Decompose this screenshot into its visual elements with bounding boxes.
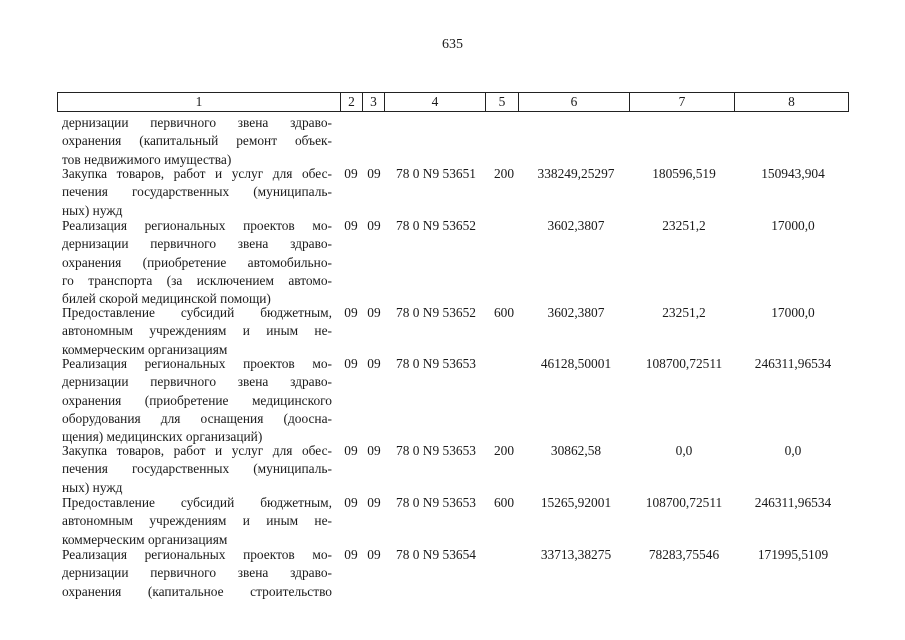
column-header-2: 2 (341, 93, 363, 112)
description-line: билей скорой медицинской помощи) (62, 291, 271, 307)
amount-col-7: 0,0 (675, 443, 693, 458)
section-code: 09 (344, 443, 358, 458)
description-line: Реализация региональных проектов мо- (62, 356, 332, 371)
expense-type-code: 200 (493, 443, 515, 458)
amount-col-6: 46128,50001 (540, 356, 612, 371)
row-description (62, 442, 332, 497)
target-article-code: 78 0 N9 53652 (396, 218, 476, 233)
description-line: охранения (капитальный ремонт объек- (62, 133, 332, 149)
row-description (62, 217, 332, 308)
column-header-8: 8 (735, 93, 849, 112)
column-header-3: 3 (363, 93, 385, 112)
subsection-code: 09 (367, 495, 381, 510)
amount-col-6: 33713,38275 (540, 547, 612, 562)
section-code: 09 (344, 166, 358, 181)
section-code: 09 (344, 305, 358, 320)
row-description (62, 114, 332, 169)
subsection-code: 09 (367, 443, 381, 458)
description-line: печения государственных (муниципаль- (62, 184, 332, 200)
description-line: го транспорта (за исключением автомо- (62, 272, 332, 288)
amount-col-8: 150943,904 (761, 166, 825, 181)
amount-col-6: 15265,92001 (540, 495, 612, 510)
subsection-code: 09 (367, 547, 381, 562)
column-header-1: 1 (58, 93, 341, 112)
description-line: щения) медицинских организаций) (62, 429, 263, 445)
subsection-code: 09 (367, 305, 381, 320)
target-article-code: 78 0 N9 53653 (396, 356, 476, 371)
target-article-code: 78 0 N9 53653 (396, 495, 476, 510)
description-line: Предоставление субсидий бюджетным, (62, 305, 332, 320)
amount-col-7: 108700,72511 (645, 495, 723, 510)
amount-col-7: 78283,75546 (648, 547, 720, 562)
page-number: 635 (442, 37, 463, 52)
column-header-5: 5 (486, 93, 519, 112)
row-description (62, 355, 332, 446)
description-line: оборудования для оснащения (доосна- (62, 410, 332, 426)
amount-col-7: 23251,2 (662, 218, 706, 233)
description-line: охранения (приобретение автомобильно- (62, 254, 332, 270)
amount-col-7: 23251,2 (662, 305, 706, 320)
amount-col-6: 3602,3807 (547, 218, 605, 233)
section-code: 09 (344, 495, 358, 510)
description-line: охранения (приобретение медицинского (62, 392, 332, 408)
amount-col-8: 17000,0 (771, 218, 815, 233)
description-line: коммерческим организациям (62, 341, 228, 357)
amount-col-6: 338249,25297 (537, 166, 615, 181)
description-line: ных) нужд (62, 202, 123, 218)
amount-col-6: 30862,58 (550, 443, 602, 458)
row-description (62, 546, 332, 601)
subsection-code: 09 (367, 218, 381, 233)
target-article-code: 78 0 N9 53653 (396, 443, 476, 458)
description-line: дернизации первичного звена здраво- (62, 565, 332, 581)
description-line: ных) нужд (62, 479, 123, 495)
column-header-7: 7 (630, 93, 735, 112)
column-header-4: 4 (385, 93, 486, 112)
description-line: Закупка товаров, работ и услуг для обес- (62, 166, 332, 181)
description-line: автономным учреждениям и иным не- (62, 513, 332, 529)
amount-col-8: 171995,5109 (757, 547, 829, 562)
description-line: автономным учреждениям и иным не- (62, 323, 332, 339)
amount-col-6: 3602,3807 (547, 305, 605, 320)
section-code: 09 (344, 218, 358, 233)
target-article-code: 78 0 N9 53652 (396, 305, 476, 320)
description-line: печения государственных (муниципаль- (62, 461, 332, 477)
section-code: 09 (344, 547, 358, 562)
target-article-code: 78 0 N9 53654 (396, 547, 476, 562)
subsection-code: 09 (367, 166, 381, 181)
description-line: дернизации первичного звена здраво- (62, 374, 332, 390)
target-article-code: 78 0 N9 53651 (396, 166, 476, 181)
description-line: Реализация региональных проектов мо- (62, 547, 332, 562)
description-line: охранения (капитальное строительство (62, 583, 332, 599)
subsection-code: 09 (367, 356, 381, 371)
description-line: дернизации первичного звена здраво- (62, 236, 332, 252)
description-line: Закупка товаров, работ и услуг для обес- (62, 443, 332, 458)
row-description (62, 494, 332, 549)
amount-col-7: 180596,519 (652, 166, 716, 181)
column-header-6: 6 (519, 93, 630, 112)
amount-col-8: 246311,96534 (754, 356, 832, 371)
description-line: тов недвижимого имущества) (62, 151, 232, 167)
description-line: Предоставление субсидий бюджетным, (62, 495, 332, 510)
description-line: коммерческим организациям (62, 531, 228, 547)
expense-type-code: 600 (493, 495, 515, 510)
section-code: 09 (344, 356, 358, 371)
amount-col-8: 246311,96534 (754, 495, 832, 510)
description-line: Реализация региональных проектов мо- (62, 218, 332, 233)
expense-type-code: 200 (493, 166, 515, 181)
description-line: дернизации первичного звена здраво- (62, 115, 332, 130)
amount-col-8: 0,0 (784, 443, 802, 458)
expense-type-code: 600 (493, 305, 515, 320)
amount-col-8: 17000,0 (771, 305, 815, 320)
amount-col-7: 108700,72511 (645, 356, 723, 371)
row-description (62, 165, 332, 220)
row-description (62, 304, 332, 359)
